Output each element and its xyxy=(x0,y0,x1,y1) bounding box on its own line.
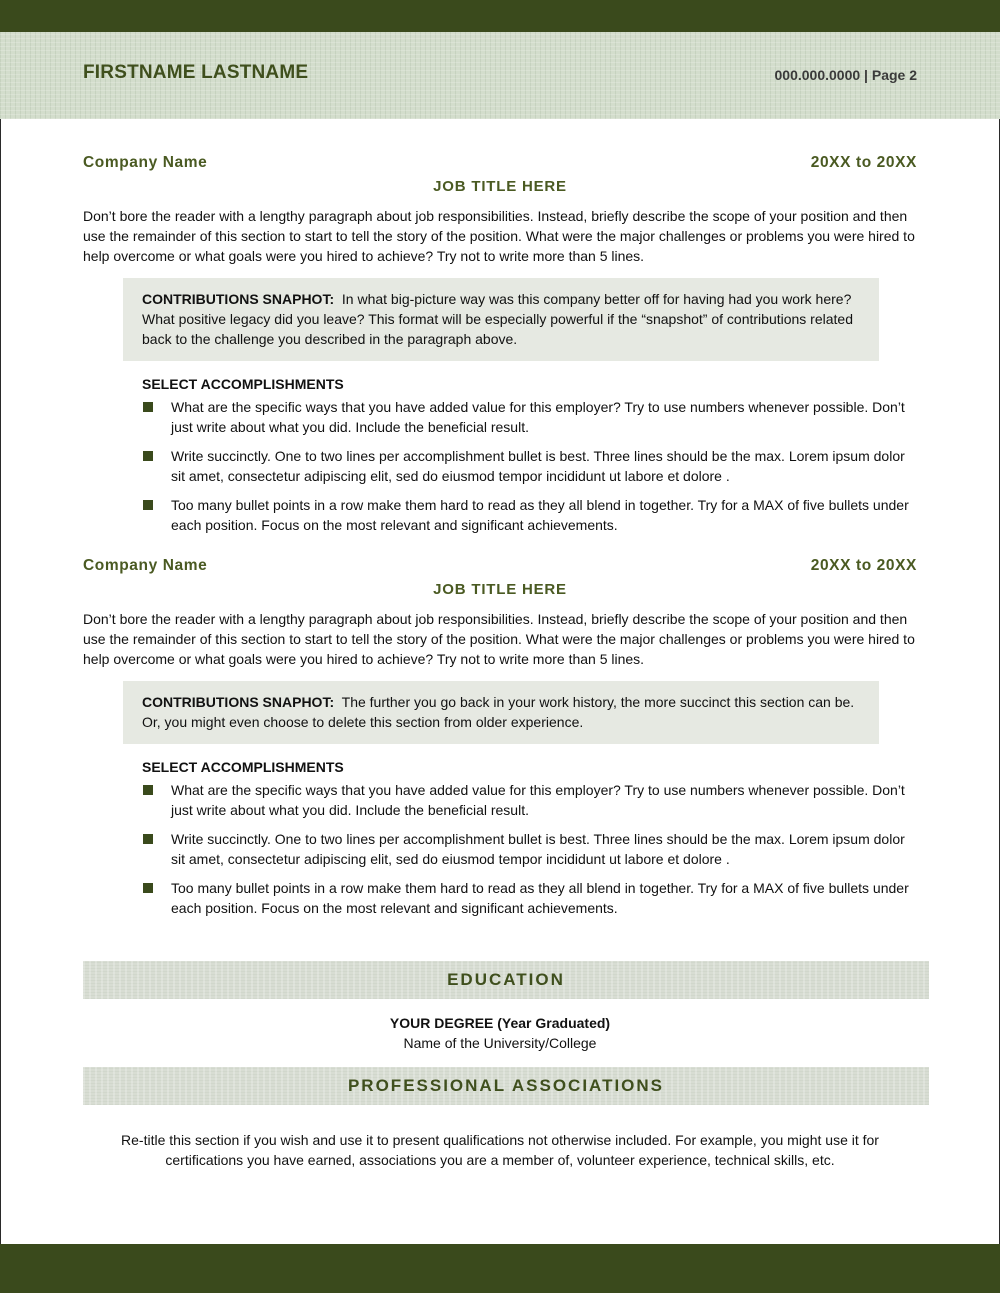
job-header-row xyxy=(83,557,917,579)
job-header-row xyxy=(83,154,917,176)
list-item xyxy=(171,495,917,535)
company-name: Company Name xyxy=(83,154,208,171)
accomplishment-text: Too many bullet points in a row make them hard to read as they all blend in together. Try for a MAX of five bullets under each position. Focus on the most relevant and significant achievements. xyxy=(171,880,909,916)
candidate-name: FIRSTNAME LASTNAME xyxy=(83,62,309,83)
snapshot-text: The further you go back in your work history, the more succinct this section can be. Or, you might even choose to delete this section from older experience. xyxy=(142,694,855,730)
square-bullet-icon xyxy=(143,785,153,795)
square-bullet-icon xyxy=(143,500,153,510)
associations-heading: PROFESSIONAL ASSOCIATIONS xyxy=(83,1067,929,1105)
job-description: Don’t bore the reader with a lengthy paragraph about job responsibilities. Instead, briefly describe the scope of your position and then use the remainder of this section to start to tell the story of the position. What were the major challenges or problems you were hired to help overcome or what goals were you hired to achieve? Try not to write more than 5 lines. xyxy=(83,611,915,667)
snapshot-label: CONTRIBUTIONS SNAPHOT: xyxy=(142,694,335,710)
contributions-snapshot xyxy=(123,681,879,744)
list-item xyxy=(171,780,917,820)
square-bullet-icon xyxy=(143,402,153,412)
education-degree: YOUR DEGREE (Year Graduated) xyxy=(389,1015,611,1031)
contributions-snapshot xyxy=(123,278,879,361)
education-heading: EDUCATION xyxy=(83,961,929,999)
snapshot-label: CONTRIBUTIONS SNAPHOT: xyxy=(142,291,335,307)
accomplishment-text: What are the specific ways that you have added value for this employer? Try to use numbers whenever possible. Don’t just write about what you did. Include the beneficial result. xyxy=(171,782,905,818)
accomplishment-text: What are the specific ways that you have added value for this employer? Try to use numbers whenever possible. Don’t just write about what you did. Include the beneficial result. xyxy=(171,399,905,435)
job-dates: 20XX to 20XX xyxy=(810,557,917,574)
bottom-accent-bar xyxy=(0,1244,1000,1293)
accomplishment-text: Too many bullet points in a row make them hard to read as they all blend in together. Try for a MAX of five bullets under each position. Focus on the most relevant and significant achievements. xyxy=(171,497,909,533)
job-entry-1 xyxy=(83,154,917,544)
square-bullet-icon xyxy=(143,834,153,844)
accomplishments-list xyxy=(83,397,917,535)
snapshot-text: In what big-picture way was this company better off for having had you work here? What positive legacy did you leave? This format will be especially powerful if the “snapshot” of contributions related back to the challenge you described in the paragraph above. xyxy=(142,291,853,347)
phone-and-page-number: 000.000.0000 | Page 2 xyxy=(774,67,917,83)
accomplishments-heading: SELECT ACCOMPLISHMENTS xyxy=(142,376,344,392)
job-description: Don’t bore the reader with a lengthy paragraph about job responsibilities. Instead, briefly describe the scope of your position and then use the remainder of this section to start to tell the story of the position. What were the major challenges or problems you were hired to help overcome or what goals were you hired to achieve? Try not to write more than 5 lines. xyxy=(83,208,915,264)
accomplishments-list xyxy=(83,780,917,918)
list-item xyxy=(171,829,917,869)
job-title: JOB TITLE HERE xyxy=(433,178,567,195)
company-name: Company Name xyxy=(83,557,208,574)
square-bullet-icon xyxy=(143,451,153,461)
square-bullet-icon xyxy=(143,883,153,893)
job-dates: 20XX to 20XX xyxy=(810,154,917,171)
list-item xyxy=(171,878,917,918)
education-school: Name of the University/College xyxy=(403,1035,597,1051)
accomplishment-text: Write succinctly. One to two lines per accomplishment bullet is best. Three lines should be the max. Lorem ipsum dolor sit amet, consectetur adipiscing elit, sed do eiusmod tempor incididunt ut labore et dolore . xyxy=(171,448,905,484)
accomplishment-text: Write succinctly. One to two lines per accomplishment bullet is best. Three lines should be the max. Lorem ipsum dolor sit amet, consectetur adipiscing elit, sed do eiusmod tempor incididunt ut labore et dolore . xyxy=(171,831,905,867)
list-item xyxy=(171,446,917,486)
list-item xyxy=(171,397,917,437)
associations-text: Re-title this section if you wish and use it to present qualifications not otherwise included. For example, you might use it for certifications you have earned, associations you are a member of, volunteer experience, technical skills, etc. xyxy=(121,1132,879,1168)
job-title: JOB TITLE HERE xyxy=(433,581,567,598)
accomplishments-heading: SELECT ACCOMPLISHMENTS xyxy=(142,759,344,775)
job-entry-2 xyxy=(83,557,917,927)
top-accent-bar xyxy=(0,0,1000,32)
